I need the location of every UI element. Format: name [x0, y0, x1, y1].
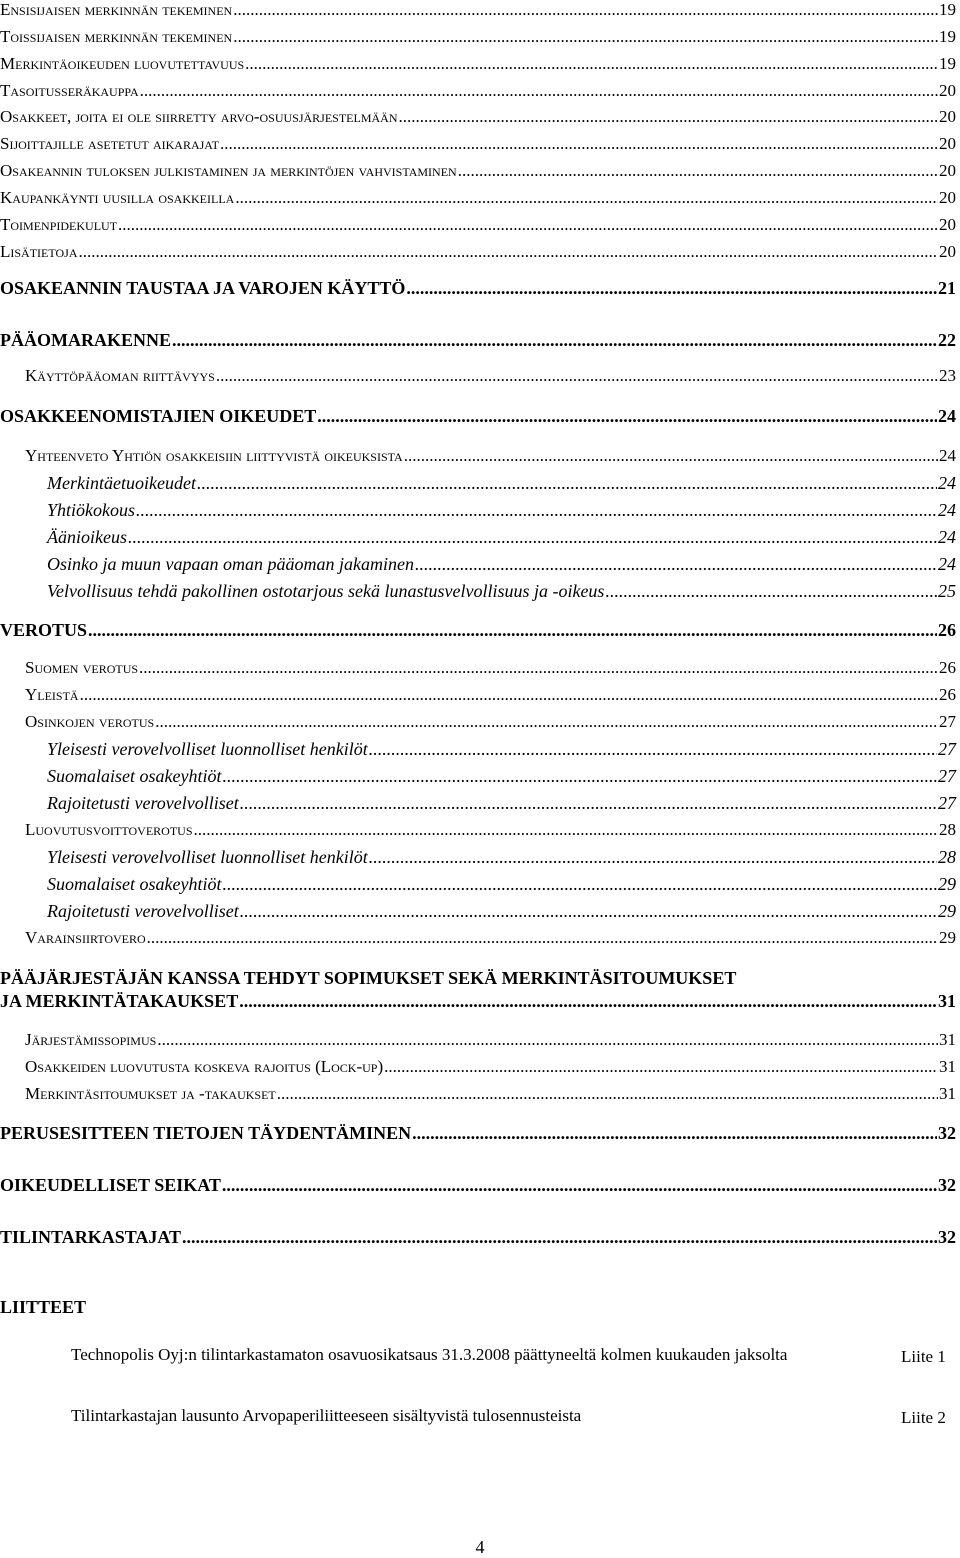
toc-entry-title: Lisätietoja — [0, 242, 78, 261]
toc-entry-title: Yhteenveto Yhtiön osakkeisiin liittyvistä oikeuksista — [25, 446, 403, 465]
toc-entry-page: 28 — [939, 820, 956, 839]
attachment-2-label: Liite 2 — [901, 1408, 946, 1427]
attachment-1-label: Liite 1 — [901, 1347, 946, 1366]
toc-entry[interactable] — [0, 135, 956, 152]
toc-entry[interactable] — [47, 501, 956, 519]
toc-entry-title: TILINTARKASTAJAT — [0, 1227, 182, 1247]
toc-dot-leader — [240, 902, 937, 920]
toc-entry[interactable] — [47, 902, 956, 920]
toc-entry[interactable] — [0, 331, 956, 349]
toc-entry[interactable] — [0, 243, 956, 260]
toc-dot-leader — [415, 555, 937, 573]
toc-entry[interactable] — [47, 582, 956, 600]
toc-dot-leader — [222, 767, 937, 785]
toc-entry[interactable] — [0, 1228, 956, 1246]
toc-entry[interactable] — [0, 189, 956, 206]
toc-entry[interactable] — [47, 848, 956, 866]
toc-entry-page: 32 — [938, 1227, 956, 1247]
toc-entry-page: 24 — [938, 500, 956, 520]
toc-dot-leader — [245, 55, 938, 72]
toc-entry[interactable] — [0, 55, 956, 72]
toc-entry-page: 20 — [939, 107, 956, 126]
toc-entry-page: 24 — [938, 406, 956, 426]
toc-entry[interactable] — [0, 216, 956, 233]
toc-entry-title: OSAKEANNIN TAUSTAA JA VAROJEN KÄYTTÖ — [0, 278, 406, 298]
toc-dot-leader — [88, 621, 937, 639]
toc-entry[interactable] — [25, 659, 956, 676]
toc-entry-page: 24 — [938, 554, 956, 574]
toc-entry[interactable] — [0, 621, 956, 639]
toc-entry[interactable] — [47, 767, 956, 785]
toc-entry-title: OSAKKEENOMISTAJIEN OIKEUDET — [0, 406, 317, 426]
toc-dot-leader — [140, 82, 938, 99]
toc-entry[interactable] — [0, 82, 956, 99]
toc-entry[interactable] — [25, 929, 956, 946]
toc-entry-page: 20 — [939, 161, 956, 180]
page-number: 4 — [475, 1537, 485, 1557]
toc-dot-leader — [369, 740, 937, 758]
toc-dot-leader — [412, 1124, 937, 1142]
toc-entry-page: 31 — [939, 1084, 956, 1103]
toc-entry-title: Sijoittajille asetetut aikarajat — [0, 134, 219, 153]
toc-entry-title: Rajoitetusti verovelvolliset — [47, 793, 239, 813]
toc-entry-page: 20 — [939, 134, 956, 153]
toc-entry-title: Yleisesti verovelvolliset luonnolliset henkilöt — [47, 739, 368, 759]
toc-dot-leader — [239, 992, 937, 1010]
toc-entry-title: Toimenpidekulut — [0, 215, 118, 234]
toc-entry-page: 23 — [939, 366, 956, 385]
toc-dot-leader — [222, 875, 937, 893]
toc-entry-title: Merkintäetuoikeudet — [47, 473, 196, 493]
toc-entry-page: 27 — [938, 793, 956, 813]
toc-dot-leader — [79, 243, 939, 260]
toc-entry-title: Osinko ja muun vapaan oman pääoman jakaminen — [47, 554, 414, 574]
toc-entry[interactable] — [0, 279, 956, 297]
toc-entry-title: Kaupankäynti uusilla osakkeilla — [0, 188, 235, 207]
toc-entry-title: Luovutusvoittoverotus — [25, 820, 193, 839]
toc-dot-leader — [404, 447, 938, 464]
toc-dot-leader — [80, 686, 938, 703]
toc-entry[interactable] — [25, 447, 956, 464]
toc-heading-line: PÄÄJÄRJESTÄJÄN KANSSA TEHDYT SOPIMUKSET SEKÄ MERKINTÄSITOUMUKSET — [0, 968, 737, 988]
toc-entry[interactable] — [25, 1031, 956, 1048]
toc-dot-leader — [220, 135, 938, 152]
toc-entry[interactable] — [0, 1176, 956, 1194]
toc-entry[interactable] — [25, 821, 956, 838]
toc-entry-title: Käyttöpääoman riittävyys — [25, 366, 215, 385]
toc-dot-leader — [136, 501, 937, 519]
toc-entry-page: 25 — [938, 581, 956, 601]
toc-entry[interactable] — [0, 28, 956, 45]
toc-entry-title: OIKEUDELLISET SEIKAT — [0, 1175, 221, 1195]
toc-entry-page: 29 — [938, 874, 956, 894]
toc-dot-leader — [222, 1176, 937, 1194]
attachment-2-text: Tilintarkastajan lausunto Arvopaperiliitteeseen sisältyvistä tulosennusteista — [71, 1406, 582, 1425]
toc-entry-page: 31 — [938, 991, 956, 1011]
toc-entry-page: 22 — [938, 330, 956, 350]
toc-entry[interactable] — [0, 1, 956, 18]
toc-entry-page: 26 — [939, 658, 956, 677]
attachments-heading: LIITTEET — [0, 1297, 87, 1317]
toc-entry[interactable] — [25, 686, 956, 703]
toc-entry-title: PÄÄOMARAKENNE — [0, 330, 171, 350]
toc-entry-title: Merkintäoikeuden luovutettavuus — [0, 54, 245, 73]
toc-entry-page: 20 — [939, 242, 956, 261]
toc-entry-title: Ensisijaisen merkinnän tekeminen — [0, 0, 233, 19]
toc-entry-title: Osakkeiden luovutusta koskeva rajoitus (Lock-up) — [25, 1057, 384, 1076]
toc-entry-title: Osakeannin tuloksen julkistaminen ja merkintöjen vahvistaminen — [0, 161, 457, 180]
toc-entry[interactable] — [47, 875, 956, 893]
toc-entry[interactable] — [47, 528, 956, 546]
toc-entry-page: 27 — [938, 739, 956, 759]
toc-dot-leader — [277, 1085, 938, 1102]
toc-entry[interactable] — [0, 162, 956, 179]
toc-entry[interactable] — [47, 474, 956, 492]
toc-entry-title: Suomalaiset osakeyhtiöt — [47, 766, 222, 786]
toc-entry-page: 19 — [939, 27, 956, 46]
toc-entry-page: 20 — [939, 188, 956, 207]
toc-dot-leader — [605, 582, 937, 600]
toc-entry-page: 24 — [938, 527, 956, 547]
toc-entry-title: Yleistä — [25, 685, 79, 704]
toc-dot-leader — [118, 216, 938, 233]
toc-entry[interactable] — [25, 1058, 956, 1075]
toc-entry-title: Yhtiökokous — [47, 500, 135, 520]
toc-entry-title: Rajoitetusti verovelvolliset — [47, 901, 239, 921]
toc-dot-leader — [369, 848, 937, 866]
toc-entry[interactable] — [0, 1124, 956, 1142]
toc-entry-page: 31 — [939, 1030, 956, 1049]
toc-entry-title: Toissijaisen merkinnän tekeminen — [0, 27, 233, 46]
toc-dot-leader — [384, 1058, 938, 1075]
toc-entry-title: Järjestämissopimus — [25, 1030, 157, 1049]
toc-entry-title: Äänioikeus — [47, 527, 127, 547]
toc-entry-page: 32 — [938, 1123, 956, 1143]
toc-entry-page: 21 — [938, 278, 956, 298]
toc-dot-leader — [235, 189, 938, 206]
toc-dot-leader — [233, 1, 938, 18]
toc-entry-page: 29 — [939, 928, 956, 947]
toc-dot-leader — [182, 1228, 937, 1246]
toc-dot-leader — [317, 407, 937, 425]
toc-dot-leader — [139, 659, 938, 676]
toc-entry[interactable] — [25, 1085, 956, 1102]
toc-entry-page: 32 — [938, 1175, 956, 1195]
toc-entry-page: 24 — [938, 473, 956, 493]
toc-entry-title: Osinkojen verotus — [25, 712, 155, 731]
toc-entry-page: 27 — [938, 766, 956, 786]
toc-entry-page: 20 — [939, 81, 956, 100]
toc-dot-leader — [172, 331, 937, 349]
toc-entry-page: 29 — [938, 901, 956, 921]
toc-dot-leader — [128, 528, 937, 546]
toc-dot-leader — [155, 713, 938, 730]
toc-entry[interactable] — [47, 794, 956, 812]
toc-entry[interactable] — [0, 407, 956, 425]
toc-entry-page: 19 — [939, 0, 956, 19]
attachment-1-text: Technopolis Oyj:n tilintarkastamaton osavuosikatsaus 31.3.2008 päättyneeltä kolmen kuukauden jaksolta — [71, 1345, 788, 1364]
toc-entry-title: JA MERKINTÄTAKAUKSET — [0, 991, 239, 1011]
toc-dot-leader — [216, 367, 938, 384]
toc-entry-page: 26 — [939, 685, 956, 704]
toc-entry[interactable] — [25, 367, 956, 384]
toc-entry-title: PERUSESITTEEN TIETOJEN TÄYDENTÄMINEN — [0, 1123, 412, 1143]
toc-entry-page: 19 — [939, 54, 956, 73]
toc-entry-title: Tasoitusseräkauppa — [0, 81, 139, 100]
toc-entry-title: Osakkeet, joita ei ole siirretty arvo-osuusjärjestelmään — [0, 107, 398, 126]
toc-entry-page: 28 — [938, 847, 956, 867]
toc-dot-leader — [233, 28, 938, 45]
toc-entry[interactable] — [0, 992, 956, 1010]
toc-dot-leader — [458, 162, 938, 179]
toc-entry-title: Yleisesti verovelvolliset luonnolliset henkilöt — [47, 847, 368, 867]
toc-entry[interactable] — [47, 740, 956, 758]
toc-dot-leader — [197, 474, 937, 492]
toc-entry-title: Suomen verotus — [25, 658, 139, 677]
toc-entry[interactable] — [25, 713, 956, 730]
toc-entry-page: 24 — [939, 446, 956, 465]
toc-entry-title: VEROTUS — [0, 620, 88, 640]
toc-entry-title: Suomalaiset osakeyhtiöt — [47, 874, 222, 894]
toc-entry[interactable] — [47, 555, 956, 573]
toc-dot-leader — [240, 794, 937, 812]
toc-entry-page: 31 — [939, 1057, 956, 1076]
toc-entry-title: Merkintäsitoumukset ja -takaukset — [25, 1084, 276, 1103]
toc-dot-leader — [399, 108, 938, 125]
toc-dot-leader — [194, 821, 939, 838]
toc-entry-page: 27 — [939, 712, 956, 731]
toc-entry-page: 26 — [938, 620, 956, 640]
toc-entry-title: Velvollisuus tehdä pakollinen ostotarjous sekä lunastusvelvollisuus ja -oikeus — [47, 581, 605, 601]
toc-dot-leader — [406, 279, 937, 297]
toc-entry-page: 20 — [939, 215, 956, 234]
toc-entry[interactable] — [0, 108, 956, 125]
toc-entry-title: Varainsiirtovero — [25, 928, 146, 947]
toc-dot-leader — [147, 929, 938, 946]
toc-dot-leader — [157, 1031, 938, 1048]
